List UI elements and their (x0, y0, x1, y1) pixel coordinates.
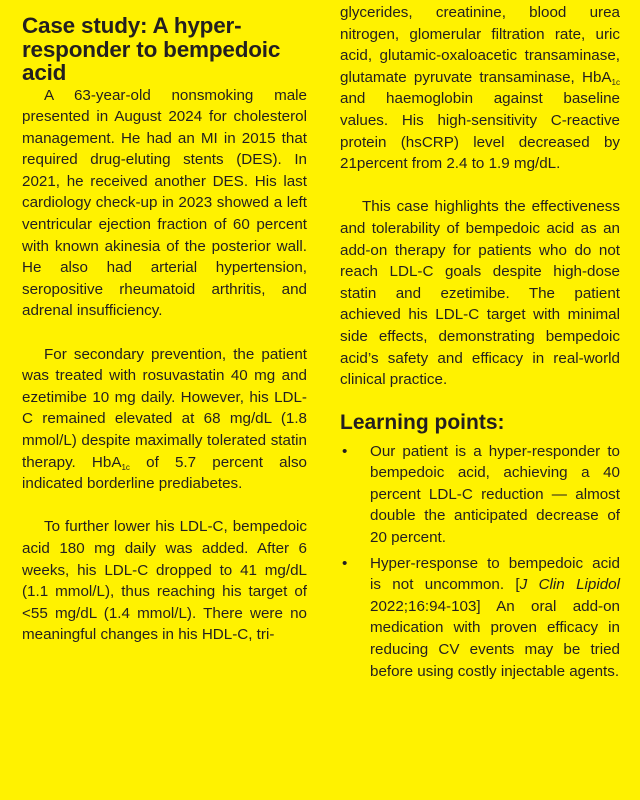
paragraph-case-highlights: This case highlights the effectiveness and tolerability of bempedoic acid as an add-on therapy for patients who do not reach LDL-C goals despite high-dose statin and ezetimibe. The patient achieved his LDL-C target with minimal side effects, demonstrating bempedoic acid’s safety and efficacy in real-world clinical practice. (340, 198, 620, 389)
paragraph-secondary-prevention (22, 344, 307, 495)
paragraph-secondary-prevention-text: For secondary prevention, the patient was treated with rosuvastatin 40 mg and ezetimibe 10 mg daily. However, his LDL-C remained elevated at 68 mg/dL (1.8 mmol/L) despite maximally tolerated statin therapy. HbA (22, 345, 307, 471)
right-column (340, 2, 620, 686)
hba1c-subscript: 1c (611, 77, 620, 87)
learning-point-item (340, 441, 620, 549)
learning-point-text-pre: Hyper-response to bempedoic acid is not uncommon. [ (370, 554, 620, 594)
article-title: Case study: A hyper-responder to bempedoic acid (22, 13, 281, 85)
bullet-icon: • (342, 554, 348, 572)
learning-points-heading: Learning points: (340, 410, 505, 434)
learning-points-list (340, 441, 620, 683)
bullet-icon: • (342, 442, 348, 460)
learning-point-item (340, 553, 620, 683)
learning-point-text-post: 2022;16:94-103] An oral add-on medication with proven efficacy in reducing CV events may be tried before using costly injectable agents. (370, 597, 620, 680)
paragraph-lab-values-text: glycerides, creatinine, blood urea nitrogen, glomerular filtration rate, uric acid, glutamic-oxaloacetic transaminase, glutamate pyruvate transaminase, HbA (340, 4, 620, 86)
left-column (22, 14, 307, 646)
paragraph-secondary-prevention-tail: of 5.7 percent also indicated borderline prediabetes. (22, 453, 307, 493)
learning-point-text: Our patient is a hyper-responder to bempedoic acid, achieving a 40 percent LDL-C reduction — almost double the anticipated decrease of 20 percent. (370, 442, 620, 547)
paragraph-lab-values-tail: and haemoglobin against baseline values. His high-sensitivity C-reactive protein (hsCRP) level decreased by 21percent from 2.4 to 1.9 mg/dL. (340, 90, 620, 173)
paragraph-lab-values (340, 2, 620, 175)
hba1c-subscript: 1c (121, 462, 130, 472)
paragraph-bempedoic-added: To further lower his LDL-C, bempedoic acid 180 mg daily was added. After 6 weeks, his LDL-C dropped to 41 mg/dL (1.1 mmol/L), thus reaching his target of <55 mg/dL (1.4 mmol/L). There were no meaningful changes in his HDL-C, tri- (22, 518, 307, 644)
learning-point-text (370, 555, 620, 680)
journal-citation: J Clin Lipidol (519, 576, 620, 594)
paragraph-patient-history: A 63-year-old nonsmoking male presented in August 2024 for cholesterol management. He had an MI in 2015 that required drug-eluting stents (DES). In 2021, he received another DES. His last cardiology check-up in 2023 showed a left ventricular ejection fraction of 60 percent with known akinesia of the posterior wall. He also had arterial hypertension, seropositive rheumatoid arthritis, and adrenal insufficiency. (22, 86, 307, 320)
